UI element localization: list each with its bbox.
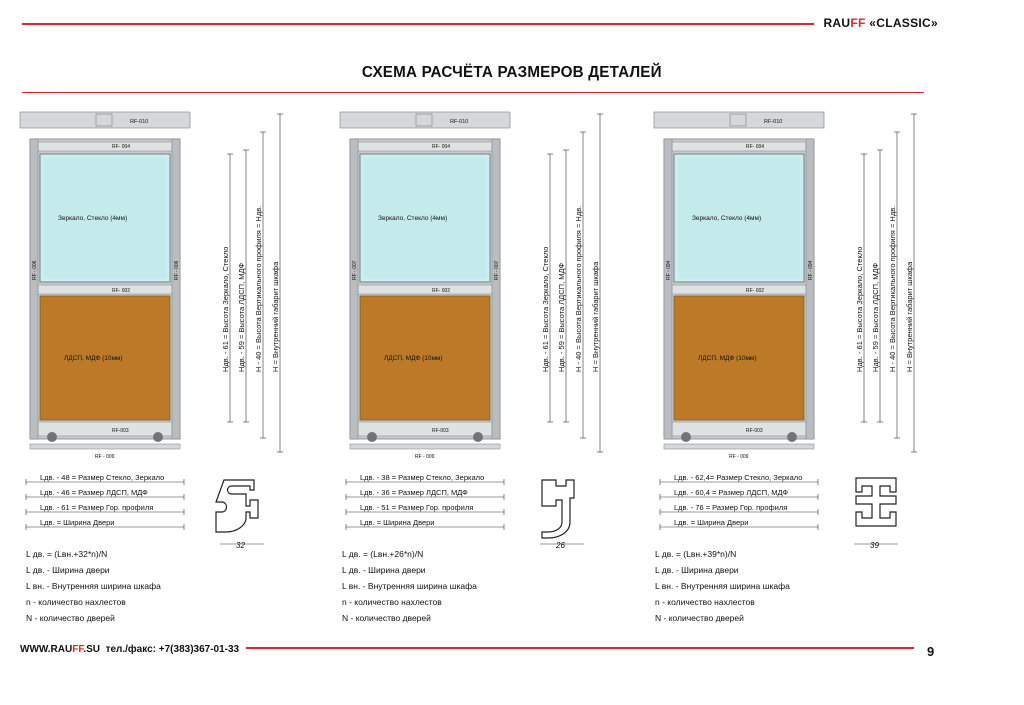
vdim-label-3: Н - 40 = Высота Вертикального профиля = Ндв.: [574, 205, 583, 372]
footer-contacts: [20, 644, 239, 655]
left-profile: [664, 139, 672, 439]
profile-label-top: RF-010: [764, 119, 783, 125]
profile-label-lower: RF-003: [432, 428, 449, 434]
legend-doors-count: N - количество дверей: [655, 613, 744, 623]
legend-inner-width: L вн. - Внутренняя ширина шкафа: [342, 581, 477, 591]
legend-door-width: L дв. - Ширина двери: [26, 565, 110, 575]
formula: L дв. = (Lвн.+39*n)/N: [655, 549, 737, 559]
profile-width-label: 32: [236, 541, 245, 550]
right-profile: [492, 139, 500, 439]
vdim-label-1: Ндв. - 61 = Высота Зеркало, Стекло: [221, 246, 230, 372]
phone: тел./факс: +7(383)367-01-33: [105, 644, 240, 655]
profile-label-middle: RF- 002: [432, 288, 451, 294]
lower-profile: [672, 422, 806, 436]
legend-overlaps: n - количество нахлестов: [342, 597, 442, 607]
left-profile: [350, 139, 358, 439]
legend-door-width: L дв. - Ширина двери: [655, 565, 739, 575]
profile-width-label: 26: [556, 541, 565, 550]
vdim-label-3: Н - 40 = Высота Вертикального профиля = Ндв.: [888, 205, 897, 372]
roller-right: [473, 432, 483, 442]
top-rail: [20, 112, 190, 128]
middle-profile: [38, 285, 172, 294]
vdim-label-4: Н = Внутренний габарит шкафа: [271, 261, 280, 372]
hdim-label-4: Lдв. = Ширина Двери: [674, 518, 749, 527]
panel-label: ЛДСП, МДФ (10мм): [698, 355, 757, 362]
hdim-label-4: Lдв. = Ширина Двери: [40, 518, 115, 527]
profile-label-lower: RF-003: [746, 428, 763, 434]
website-link[interactable]: WWW.RAUFF.SU: [20, 644, 100, 655]
profile-label-top: RF-010: [450, 119, 469, 125]
hdim-label-4: Lдв. = Ширина Двери: [360, 518, 435, 527]
side-profile-label-right: RF - 007: [494, 260, 500, 280]
hdim-label-1: Lдв. - 62,4= Размер Стекло, Зеркало: [674, 473, 803, 482]
profile-label-upper: RF- 004: [432, 144, 451, 150]
upper-profile: [672, 142, 806, 151]
profile-label-upper: RF- 004: [746, 144, 765, 150]
vdim-label-2: Ндв. - 59 = Высота ЛДСП, МДФ: [871, 262, 880, 372]
legend-overlaps: n - количество нахлестов: [655, 597, 755, 607]
hdim-label-3: Lдв. - 61 = Размер Гор. профиля: [40, 503, 154, 512]
profile-shape: [542, 480, 574, 538]
right-profile: [172, 139, 180, 439]
page-number: 9: [927, 644, 935, 659]
hdim-label-2: Lдв. - 60,4 = Размер ЛДСП, МДФ: [674, 488, 789, 497]
hdim-label-3: Lдв. - 51 = Размер Гор. профиля: [360, 503, 474, 512]
middle-profile: [358, 285, 492, 294]
middle-profile: [672, 285, 806, 294]
roller-left: [367, 432, 377, 442]
bottom-rail: [350, 444, 500, 449]
page-title: СХЕМА РАСЧЁТА РАЗМЕРОВ ДЕТАЛЕЙ: [362, 64, 662, 81]
vdim-label-1: Ндв. - 61 = Высота Зеркало, Стекло: [855, 246, 864, 372]
header-rule: [22, 23, 814, 25]
legend-doors-count: N - количество дверей: [26, 613, 115, 623]
profile-label-top: RF-010: [130, 119, 149, 125]
title-rule: [22, 92, 924, 93]
brand-logo: RAUFF «CLASSIC»: [823, 16, 938, 30]
profile-section: [216, 480, 258, 532]
left-profile: [30, 139, 38, 439]
top-rail: [340, 112, 510, 128]
lower-profile: [38, 422, 172, 436]
hdim-label-3: Lдв. - 76 = Размер Гор. профиля: [674, 503, 788, 512]
panel-label: ЛДСП, МДФ (10мм): [64, 355, 123, 362]
vdim-label-4: Н = Внутренний габарит шкафа: [905, 261, 914, 372]
hdim-label-1: Lдв. - 38 = Размер Стекло, Зеркало: [360, 473, 485, 482]
formula-block-3: [655, 546, 790, 626]
formula: L дв. = (Lвн.+26*n)/N: [342, 549, 424, 559]
hdim-label-1: Lдв. - 48 = Размер Стекло, Зеркало: [40, 473, 165, 482]
side-profile-label-left: RF - 006: [32, 260, 38, 280]
vdim-label-4: Н = Внутренний габарит шкафа: [591, 261, 600, 372]
formula-block-2: [342, 546, 477, 626]
profile-label-bottom: RF - 009: [729, 454, 749, 460]
legend-inner-width: L вн. - Внутренняя ширина шкафа: [655, 581, 790, 591]
glass-label: Зеркало, Стекло (4мм): [58, 215, 128, 222]
profile-width-label: 39: [870, 541, 879, 550]
profile-label-lower: RF-003: [112, 428, 129, 434]
side-profile-label-left: RF - 094: [666, 260, 672, 280]
vdim-label-2: Ндв. - 59 = Высота ЛДСП, МДФ: [557, 262, 566, 372]
legend-door-width: L дв. - Ширина двери: [342, 565, 426, 575]
profile-shape: [216, 480, 258, 532]
roller-left: [47, 432, 57, 442]
vdim-label-2: Ндв. - 59 = Высота ЛДСП, МДФ: [237, 262, 246, 372]
profile-label-bottom: RF - 009: [415, 454, 435, 460]
vdim-label-3: Н - 40 = Высота Вертикального профиля = Ндв.: [254, 205, 263, 372]
bottom-rail: [30, 444, 180, 449]
formula-block-1: [26, 546, 161, 626]
side-profile-label-left: RF - 007: [352, 260, 358, 280]
door-diagram-3: [632, 100, 932, 555]
lower-profile: [358, 422, 492, 436]
door-diagram-1: [0, 100, 300, 555]
profile-label-upper: RF- 004: [112, 144, 131, 150]
side-profile-label-right: RF - 006: [174, 260, 180, 280]
side-profile-label-right: RF - 094: [808, 260, 814, 280]
panel-label: ЛДСП, МДФ (10мм): [384, 355, 443, 362]
vdim-label-1: Ндв. - 61 = Высота Зеркало, Стекло: [541, 246, 550, 372]
footer-rule: [246, 647, 914, 649]
glass-label: Зеркало, Стекло (4мм): [378, 215, 448, 222]
legend-inner-width: L вн. - Внутренняя ширина шкафа: [26, 581, 161, 591]
profile-label-bottom: RF - 009: [95, 454, 115, 460]
roller-right: [787, 432, 797, 442]
profile-label-middle: RF- 002: [746, 288, 765, 294]
top-rail: [654, 112, 824, 128]
upper-profile: [38, 142, 172, 151]
profile-section: [856, 478, 896, 526]
formula: L дв. = (Lвн.+32*n)/N: [26, 549, 108, 559]
bottom-rail: [664, 444, 814, 449]
hdim-label-2: Lдв. - 46 = Размер ЛДСП, МДФ: [40, 488, 148, 497]
glass-label: Зеркало, Стекло (4мм): [692, 215, 762, 222]
profile-shape: [856, 478, 896, 526]
profile-label-middle: RF- 002: [112, 288, 131, 294]
right-profile: [806, 139, 814, 439]
door-diagram-2: [318, 100, 618, 555]
profile-section: [542, 480, 574, 538]
legend-doors-count: N - количество дверей: [342, 613, 431, 623]
upper-profile: [358, 142, 492, 151]
roller-left: [681, 432, 691, 442]
hdim-label-2: Lдв. - 36 = Размер ЛДСП, МДФ: [360, 488, 468, 497]
legend-overlaps: n - количество нахлестов: [26, 597, 126, 607]
roller-right: [153, 432, 163, 442]
